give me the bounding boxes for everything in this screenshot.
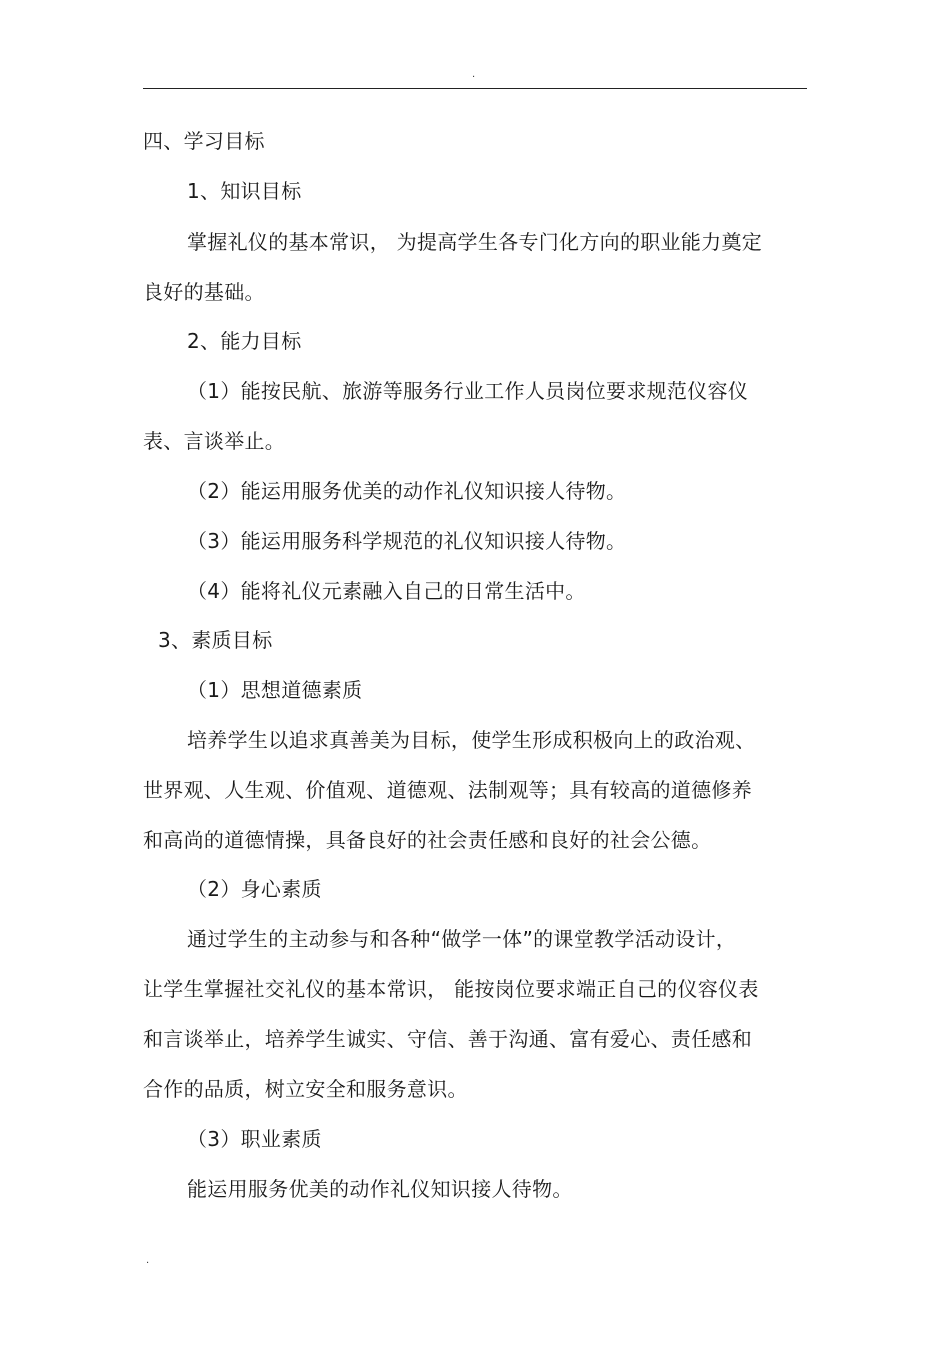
- list-item: （1）能按民航、旅游等服务行业工作人员岗位要求规范仪容仪: [187, 379, 749, 403]
- list-item-continuation: 表、言谈举止。: [143, 429, 286, 453]
- footer-mark: .: [146, 1255, 150, 1266]
- paragraph-line: 培养学生以追求真善美为目标，使学生形成积极向上的政治观、: [187, 728, 756, 752]
- subheading-quality: 3、素质目标: [158, 628, 273, 652]
- list-item: （3）职业素质: [187, 1127, 322, 1151]
- list-item: （4）能将礼仪元素融入自己的日常生活中。: [187, 579, 586, 603]
- paragraph-line: 能运用服务优美的动作礼仪知识接人待物。: [187, 1177, 573, 1201]
- paragraph-line: 让学生掌握社交礼仪的基本常识， 能按岗位要求端正自己的仪容仪表: [143, 977, 759, 1001]
- paragraph-line: 世界观、人生观、价值观、道德观、法制观等；具有较高的道德修养: [143, 778, 752, 802]
- paragraph-line: 合作的品质，树立安全和服务意识。: [143, 1077, 468, 1101]
- paragraph-line: 和高尚的道德情操，具备良好的社会责任感和良好的社会公德。: [143, 828, 712, 852]
- list-item: （1）思想道德素质: [187, 678, 363, 702]
- paragraph-line: 掌握礼仪的基本常识， 为提高学生各专门化方向的职业能力奠定: [187, 230, 763, 254]
- header-mark: .: [472, 69, 476, 80]
- paragraph-line: 通过学生的主动参与和各种“做学一体”的课堂教学活动设计，: [187, 927, 737, 951]
- list-item: （3）能运用服务科学规范的礼仪知识接人待物。: [187, 529, 627, 553]
- subheading-ability: 2、能力目标: [187, 329, 302, 353]
- paragraph-line: 良好的基础。: [143, 280, 265, 304]
- section-heading: 四、学习目标: [143, 129, 265, 153]
- header-rule: [143, 88, 807, 89]
- list-item: （2）能运用服务优美的动作礼仪知识接人待物。: [187, 479, 627, 503]
- list-item: （2）身心素质: [187, 877, 322, 901]
- paragraph-line: 和言谈举止，培养学生诚实、守信、善于沟通、富有爱心、责任感和: [143, 1027, 752, 1051]
- subheading-knowledge: 1、知识目标: [187, 179, 302, 203]
